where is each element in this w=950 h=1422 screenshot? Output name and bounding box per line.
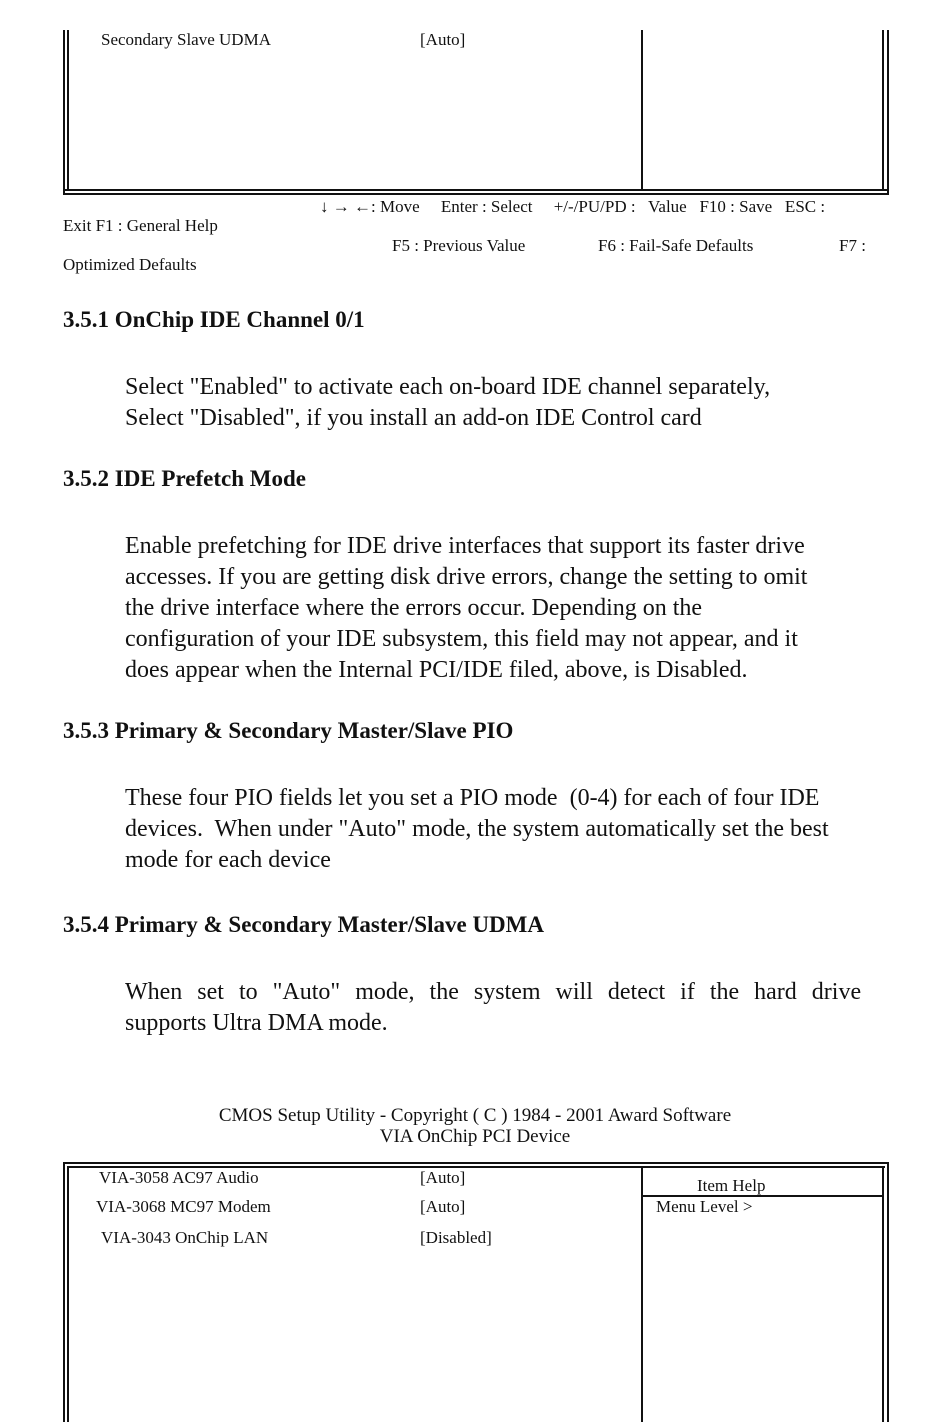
setting-label[interactable]: Secondary Slave UDMA: [101, 30, 271, 49]
setting-value[interactable]: [Disabled]: [420, 1228, 492, 1247]
key-legend-line-2: Exit F1 : General Help: [63, 216, 218, 235]
paragraph-line: the drive interface where the errors occur. Depending on the: [125, 595, 703, 621]
paragraph-line: supports Ultra DMA mode.: [125, 1010, 388, 1036]
section-heading: 3.5.1 OnChip IDE Channel 0/1: [63, 307, 365, 332]
key-legend-f5: F5 : Previous Value: [392, 236, 526, 255]
setting-label[interactable]: VIA-3043 OnChip LAN: [101, 1228, 269, 1247]
menu-title: VIA OnChip PCI Device: [379, 1126, 571, 1147]
menu-level: Menu Level >: [656, 1197, 753, 1216]
key-legend-line-1: ↓ → ←: Move Enter : Select +/-/PU/PD : Value F10 : Save ESC :: [320, 197, 826, 216]
section-heading: 3.5.4 Primary & Secondary Master/Slave UDMA: [63, 912, 544, 937]
section-heading: 3.5.3 Primary & Secondary Master/Slave PIO: [63, 718, 514, 743]
paragraph-line: Select "Disabled", if you install an add-on IDE Control card: [125, 405, 702, 431]
key-legend-f6: F6 : Fail-Safe Defaults: [598, 236, 754, 255]
setting-value[interactable]: [Auto]: [420, 1197, 466, 1216]
setting-label[interactable]: VIA-3058 AC97 Audio: [99, 1168, 259, 1187]
section-heading: 3.5.2 IDE Prefetch Mode: [63, 466, 306, 491]
utility-title: CMOS Setup Utility - Copyright ( C ) 1984 - 2001 Award Software: [218, 1105, 732, 1126]
paragraph-line: configuration of your IDE subsystem, this field may not appear, and it: [125, 626, 798, 652]
setting-label[interactable]: VIA-3068 MC97 Modem: [96, 1197, 271, 1216]
paragraph-line: accesses. If you are getting disk drive errors, change the setting to omit: [125, 564, 808, 590]
item-help-title: Item Help: [697, 1176, 766, 1195]
key-legend-line-4: Optimized Defaults: [63, 255, 197, 274]
setting-value[interactable]: [Auto]: [420, 1168, 466, 1187]
paragraph-line: When set to "Auto" mode, the system will detect if the hard drive: [125, 979, 862, 1005]
paragraph-line: These four PIO fields let you set a PIO mode (0-4) for each of four IDE: [125, 785, 820, 811]
key-legend-f7: F7 :: [839, 236, 866, 255]
paragraph-line: devices. When under "Auto" mode, the system automatically set the best: [125, 816, 829, 842]
setting-value[interactable]: [Auto]: [420, 30, 466, 49]
paragraph-line: mode for each device: [125, 847, 331, 873]
paragraph-line: Enable prefetching for IDE drive interfaces that support its faster drive: [125, 533, 805, 559]
paragraph-line: Select "Enabled" to activate each on-board IDE channel separately,: [125, 374, 771, 400]
paragraph-line: does appear when the Internal PCI/IDE filed, above, is Disabled.: [125, 657, 748, 683]
